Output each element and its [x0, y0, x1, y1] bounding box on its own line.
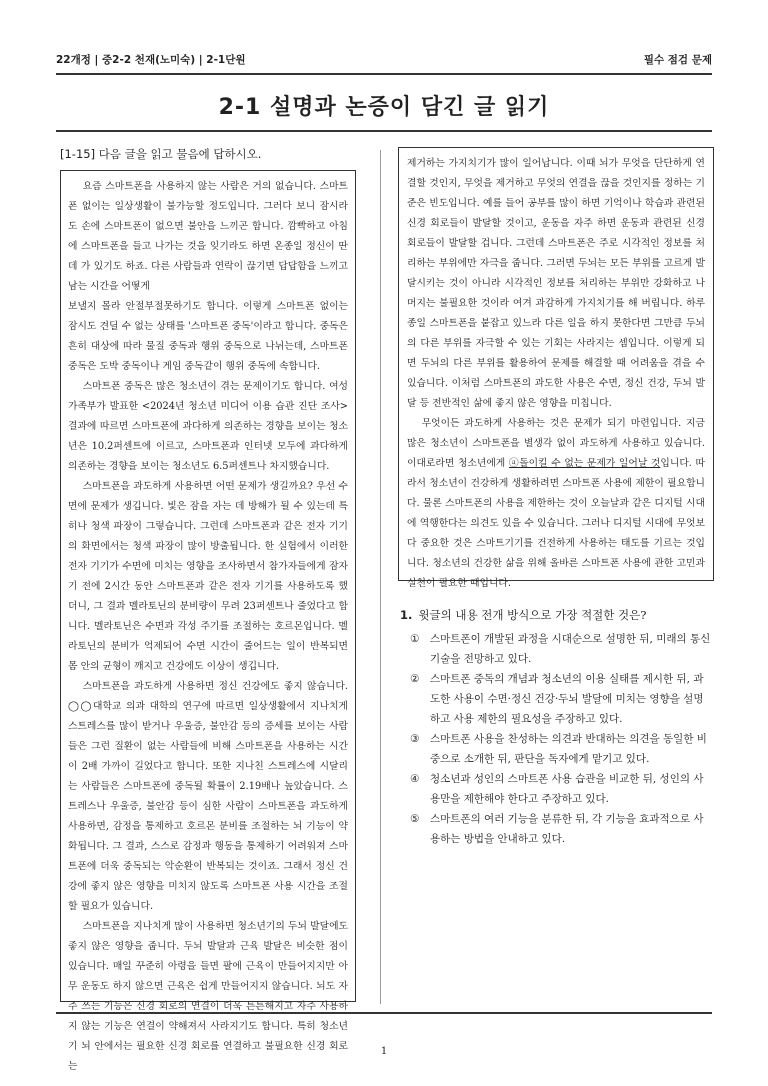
- passage-text: 입니다. 따라서 청소년이 건강하게 생활하려면 스마트폰 사용에 제한이 필요합니다. 물론 스마트폰의 사용을 제한하는 것이 오늘날과 같은 디지털 시대에 역행한다는 의견도 있을 수 있습니다. 그러나 디지털 시대에 무엇보다 중요한 것은 스마트기기를 건전하게 사용하는 태도를 기르는 것입니다. 청소년의 건강한 삶을 위해 올바른 스마트폰 사용에 관한 고민과 실천이 필요한 때입니다.: [407, 458, 705, 589]
- option-marker: ⑤: [410, 813, 420, 825]
- answer-option[interactable]: [410, 729, 712, 769]
- option-text: 스마트폰이 개발된 과정을 시대순으로 설명한 뒤, 미래의 통신 기술을 전망하고 있다.: [430, 633, 711, 665]
- underlined-phrase-a: ⓐ돌이킬 수 없는 문제가 일어날 것: [508, 458, 661, 469]
- option-text: 스마트폰 중독의 개념과 청소년의 이용 실태를 제시한 뒤, 과도한 사용이 수면·정신 건강·두뇌 발달에 미치는 영향을 설명하고 사용 제한의 필요성을 주장하고 있다.: [430, 673, 704, 725]
- passage-paragraph: 제거하는 가지치기가 많이 일어납니다. 이때 뇌가 무엇을 단단하게 연결할 것인지, 무엇을 제거하고 무엇의 연결을 끊을 것인지를 정하는 기준은 빈도입니다. 예를 들어 공부를 많이 하면 기억이나 학습과 관련된 신경 회로들이 발달할 것이고, 운동을 자주 하면 운동과 관련된 신경 회로들이 발달할 겁니다. 그런데 스마트폰은 주로 시각적인 정보를 처리하는 부위에만 자극을 줍니다. 그러면 두뇌는 모든 부위를 고르게 발달시키는 것이 아니라 시각적인 정보를 처리하는 부위만 강화하고 나머지는 불필요한 것이라 여겨 과감하게 가지치기를 해 버립니다. 하루 종일 스마트폰을 붙잡고 있느라 다른 일을 하지 못한다면 그만큼 두뇌의 다른 부위를 자극할 수 있는 기회는 사라지는 셈입니다. 이렇게 되면 두뇌의 다른 부위를 활용하여 문제를 해결할 때 어려움을 겪을 수 있습니다. 이처럼 스마트폰의 과도한 사용은 수면, 정신 건강, 두뇌 발달 등 전반적인 삶에 좋지 않은 영향을 미칩니다.: [407, 158, 705, 409]
- question-text: 윗글의 내용 전개 방식으로 가장 적절한 것은?: [418, 608, 647, 622]
- page-number: 1: [380, 1046, 388, 1057]
- passage-paragraph: 스마트폰을 과도하게 사용하면 어떤 문제가 생길까요? 우선 수면에 문제가 생깁니다. 빛은 잠을 자는 데 방해가 될 수 있는데 특히나 청색 파장이 그렇습니다. 그런데 스마트폰과 같은 전자 기기의 화면에서는 청색 파장이 많이 방출됩니다. 한 실험에서 이러한 전자 기기가 수면에 미치는 영향을 조사하면서 참가자들에게 잠자기 전에 2시간 동안 스마트폰과 같은 전자 기기를 사용하도록 했더니, 그 결과 멜라토닌의 분비량이 무려 23퍼센트나 줄었다고 합니다. 멜라토닌은 수면과 각성 주기를 조절하는 호르몬입니다. 멜라토닌의 분비가 억제되어 수면 시간이 줄어드는 일이 반복되면 몸 안의 균형이 깨지고 건강에도 이상이 생깁니다.: [68, 481, 348, 672]
- page-title: 2-1 설명과 논증이 담긴 글 읽기: [218, 95, 550, 120]
- answer-option[interactable]: [410, 669, 712, 729]
- passage-paragraph: 스마트폰 중독은 많은 청소년이 겪는 문제이기도 합니다. 여성가족부가 발표한 <2024년 청소년 미디어 이용 습관 진단 조사> 결과에 따르면 스마트폰에 과다하게 의존하는 경향을 보이는 청소년은 10.2퍼센트에 이르고, 스마트폰과 인터넷 모두에 과다하게 의존하는 경향을 보이는 청소년도 6.5퍼센트나 차지했습니다.: [68, 381, 348, 472]
- option-text: 스마트폰의 여러 기능을 분류한 뒤, 각 기능을 효과적으로 사용하는 방법을 안내하고 있다.: [430, 813, 704, 845]
- passage-paragraph: 스마트폰을 과도하게 사용하면 정신 건강에도 좋지 않습니다. ◯◯대학교 의과 대학의 연구에 따르면 일상생활에서 지나치게 스트레스를 많이 받거나 우울증, 불안감 등의 증세를 보이는 사람들은 그런 질환이 없는 사람들에 비해 스마트폰을 사용하는 시간이 2배 가까이 길었다고 합니다. 또한 지나친 스트레스에 시달리는 사람들은 스마트폰에 중독될 확률이 2.19배나 높았습니다. 스트레스나 우울증, 불안감 등이 심한 사람이 스마트폰을 과도하게 사용하면, 감정을 통제하고 호르몬 분비를 조절하는 뇌 기능이 약화됩니다. 그 결과, 스스로 감정과 행동을 통제하기 어려워져 스마트폰에 더욱 중독되는 악순환이 반복되는 것이죠. 그래서 정신 건강에 좋지 않은 영향을 미치지 않도록 스마트폰 사용 시간을 조절할 필요가 있습니다.: [68, 681, 348, 912]
- passage-box-right: [398, 147, 714, 589]
- question-number: 1.: [400, 608, 413, 622]
- option-text: 스마트폰 사용을 찬성하는 의견과 반대하는 의견을 동일한 비중으로 소개한 뒤, 판단을 독자에게 맡기고 있다.: [430, 733, 707, 765]
- footer-rule: [56, 1012, 712, 1014]
- answer-option[interactable]: [410, 629, 712, 669]
- option-marker: ④: [410, 773, 420, 785]
- question-stem: [400, 607, 712, 623]
- option-text: 청소년과 성인의 스마트폰 사용 습관을 비교한 뒤, 성인의 사용만을 제한해야 한다고 주장하고 있다.: [430, 773, 704, 805]
- option-marker: ②: [410, 673, 420, 685]
- column-separator: [380, 150, 381, 1004]
- passage-paragraph: 요즘 스마트폰을 사용하지 않는 사람은 거의 없습니다. 스마트폰 없이는 일상생활이 불가능할 정도입니다. 그러다 보니 잠시라도 손에 스마트폰이 없으면 불안을 느끼곤 합니다. 깜빡하고 아침에 스마트폰을 들고 나가는 것을 잊기라도 하면 온종일 정신이 딴 데 가 있기도 하죠. 다른 사람들과 연락이 끊기면 답답함을 느끼고 남는 시간을 어떻게: [68, 181, 348, 292]
- title-rule: [56, 130, 712, 132]
- option-marker: ③: [410, 733, 420, 745]
- answer-option[interactable]: [410, 809, 712, 849]
- passage-paragraph: 스마트폰을 지나치게 많이 사용하면 청소년기의 두뇌 발달에도 좋지 않은 영향을 줍니다. 두뇌 발달과 근육 발달은 비슷한 점이 있습니다. 매일 꾸준히 아령을 들면 팔에 근육이 만들어지지만 아무 운동도 하지 않으면 근육은 쉽게 만들어지지 않습니다. 뇌도 자주 쓰는 기능은 신경 회로의 연결이 더욱 튼튼해지고 자주 사용하지 않는 기능은 연결이 약해져서 사라지기도 합니다. 특히 청소년기 뇌 안에서는 필요한 신경 회로를 연결하고 불필요한 신경 회로는: [68, 921, 348, 1072]
- option-marker: ①: [410, 633, 420, 645]
- answer-option[interactable]: [410, 769, 712, 809]
- page-header: [56, 52, 712, 70]
- question-1: [400, 607, 712, 849]
- passage-paragraph: [407, 414, 705, 594]
- header-section-label: 필수 점검 문제: [643, 54, 712, 66]
- passage-paragraph: 보낼지 몰라 안절부절못하기도 합니다. 이렇게 스마트폰 없이는 잠시도 견딜 수 없는 상태를 '스마트폰 중독'이라고 합니다. 중독은 흔히 대상에 따라 물질 중독과 행위 중독으로 나뉘는데, 스마트폰 중독은 도박 중독이나 게임 중독같이 행위 중독에 속합니다.: [68, 301, 348, 372]
- passage-box-left: [60, 170, 356, 1072]
- header-rule: [56, 73, 712, 75]
- instruction-text: [1-15] 다음 글을 읽고 물음에 답하시오.: [60, 147, 262, 161]
- header-course-info: 22개정 | 중2-2 천재(노미숙) | 2-1단원: [56, 54, 246, 66]
- passage-text: 무엇이든 과도하게 사용하는 것은 문제가 되기 마련입니다. 지금 많은 청소년이 스마트폰을 별생각 없이 과도하게 사용하고 있습니다. 이대로라면 청소년에게: [407, 418, 705, 469]
